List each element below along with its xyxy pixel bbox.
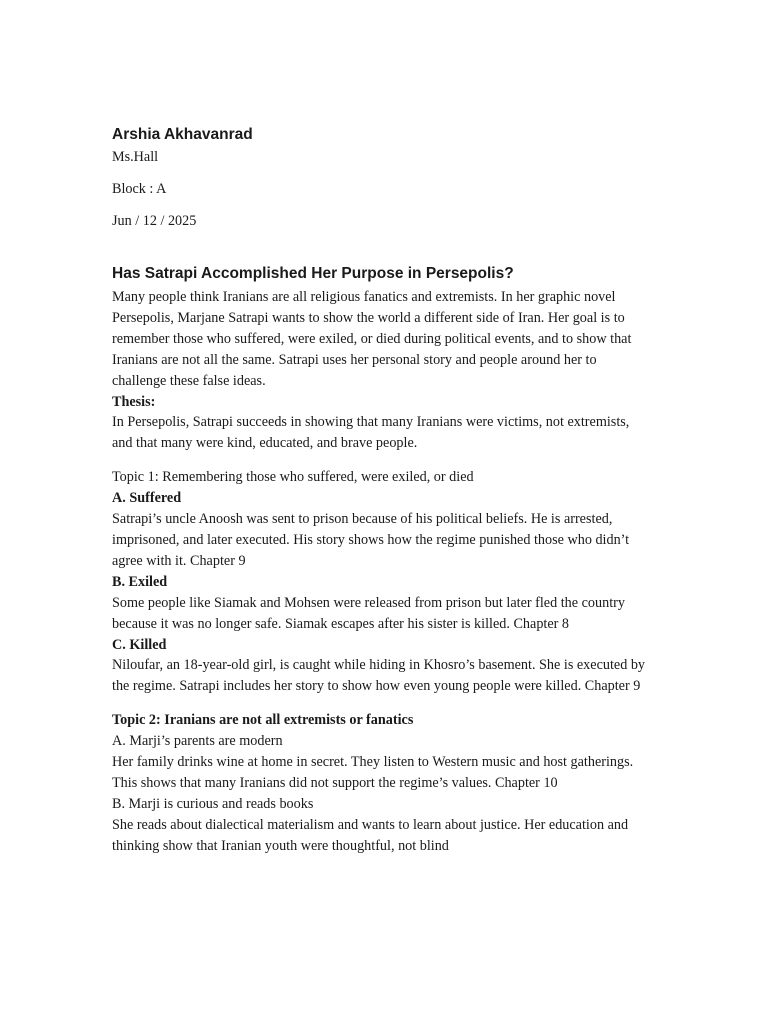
topic1-heading: Topic 1: Remembering those who suffered, were exiled, or died (112, 469, 474, 486)
topic2-b-text: She reads about dialectical materialism and wants to learn about justice. Her education and thinking show that Iranian youth were thoughtful, not blind (112, 816, 629, 854)
block-label: Block : A (112, 181, 167, 197)
intro-paragraph: Many people think Iranians are all religious fanatics and extremists. In her graphic novel Persepolis, Marjane Satrapi wants to show the world a different side of Iran. Her goal is to remember those who suffered, were exiled, or died during political events, and to show that Iranians are not all the same. Satrapi uses her personal story and people around her to challenge these false ideas. (112, 289, 632, 389)
topic1-b-heading: B. Exiled (112, 573, 168, 590)
topic1-a-text: Satrapi’s uncle Anoosh was sent to prison because of his political beliefs. He is arrested, imprisoned, and later executed. His story shows how the regime punished those who didn’t agree with it. Chapter 9 (112, 511, 630, 569)
topic2-heading: Topic 2: Iranians are not all extremists or fanatics (112, 712, 414, 729)
topic1-c-heading: C. Killed (112, 636, 167, 653)
essay-title: Has Satrapi Accomplished Her Purpose in Persepolis? (112, 265, 514, 282)
thesis-text: In Persepolis, Satrapi succeeds in showing that many Iranians were victims, not extremists, and that many were kind, educated, and brave people. (112, 414, 630, 452)
topic2-b-heading: B. Marji is curious and reads books (112, 795, 314, 812)
date-label: Jun / 12 / 2025 (112, 213, 197, 229)
author-name: Arshia Akhavanrad (112, 126, 253, 143)
document-page (112, 124, 652, 857)
topic1-c-text: Niloufar, an 18-year-old girl, is caught while hiding in Khosro’s basement. She is executed by the regime. Satrapi includes her story to show how even young people were killed. Chapter 9 (112, 657, 646, 695)
topic1-a-heading: A. Suffered (112, 490, 182, 507)
teacher-name: Ms.Hall (112, 149, 159, 165)
topic1-b-text: Some people like Siamak and Mohsen were released from prison but later fled the country because it was no longer safe. Siamak escapes after his sister is killed. Chapter 8 (112, 594, 625, 632)
topic2-a-heading: A. Marji’s parents are modern (112, 733, 283, 750)
thesis-heading: Thesis: (112, 393, 156, 410)
topic2-a-text: Her family drinks wine at home in secret. They listen to Western music and host gatherings. This shows that many Iranians did not support the regime’s values. Chapter 10 (112, 754, 634, 791)
